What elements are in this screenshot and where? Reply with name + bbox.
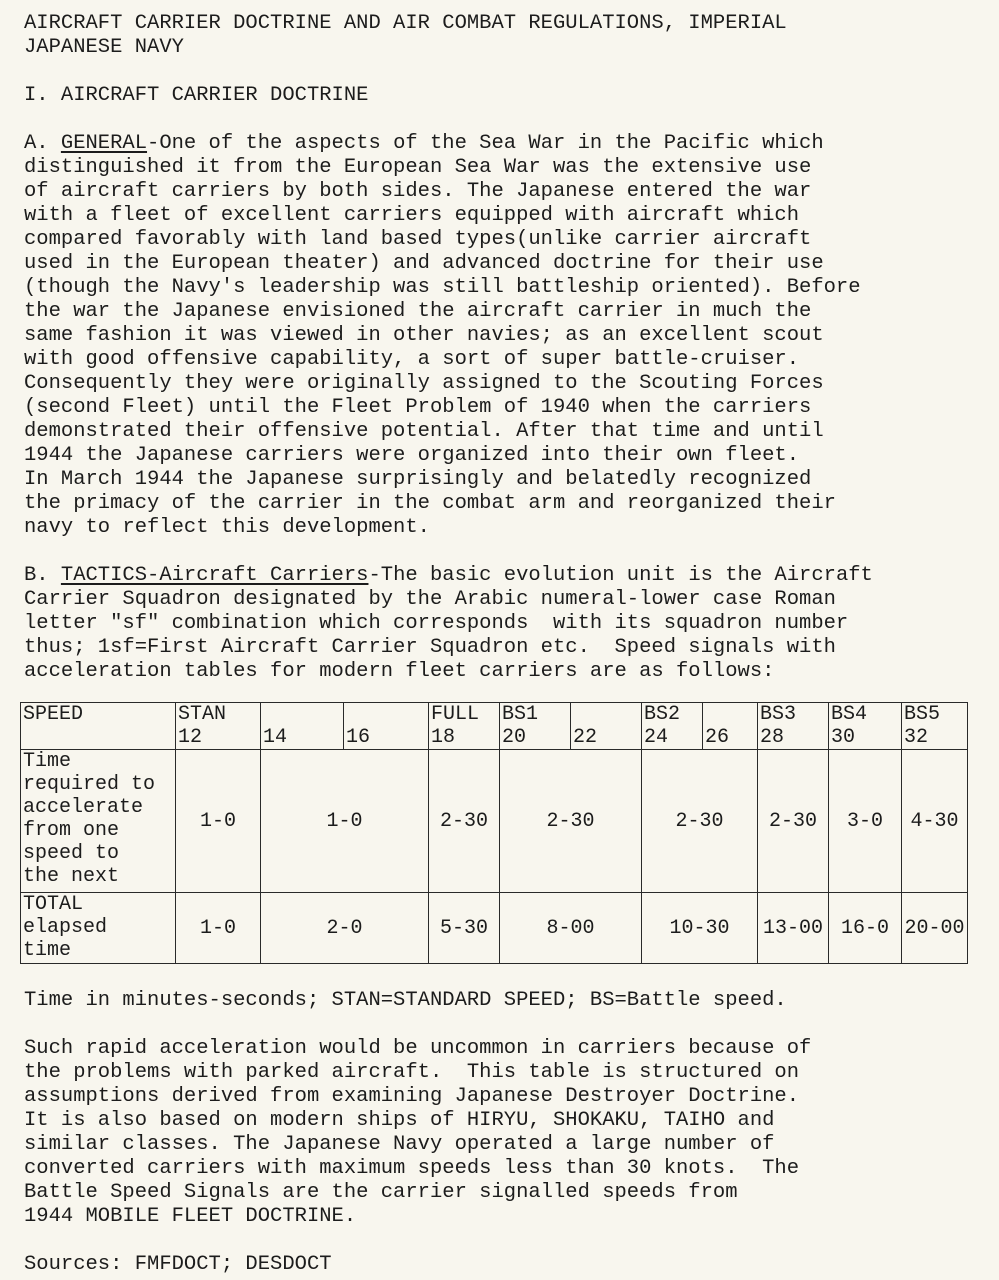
- table-cell: 3-0: [829, 750, 902, 893]
- paragraph-line: letter "sf" combination which corresponds with its squadron number: [24, 612, 849, 635]
- paragraph-line: (second Fleet) until the Fleet Problem of 1940 when the carriers: [24, 396, 812, 419]
- document-title-line-2: JAPANESE NAVY: [24, 36, 184, 59]
- header-cell-22: 22: [571, 703, 642, 750]
- paragraph-tactics: [24, 564, 994, 684]
- paragraph-line: Such rapid acceleration would be uncommon in carriers because of: [24, 1037, 812, 1060]
- paragraph-prefix: A.: [24, 132, 61, 155]
- table-cell: 8-00: [500, 893, 642, 964]
- paragraph-line: with a fleet of excellent carriers equipped with aircraft which: [24, 204, 800, 227]
- header-cell-30: BS4 30: [829, 703, 902, 750]
- paragraph-line: [24, 132, 994, 156]
- table-cell: 2-30: [758, 750, 829, 893]
- table-row-total-elapsed: [21, 893, 968, 964]
- paragraph-line: converted carriers with maximum speeds less than 30 knots. The: [24, 1157, 800, 1180]
- table-cell: 4-30: [902, 750, 968, 893]
- post-table-text: [24, 989, 994, 1277]
- document-page: [24, 12, 994, 684]
- table-cell: 10-30: [642, 893, 758, 964]
- paragraph-line: of aircraft carriers by both sides. The Japanese entered the war: [24, 180, 812, 203]
- table-cell: 2-30: [429, 750, 500, 893]
- header-cell-speed: SPEED: [21, 703, 176, 750]
- paragraph-line-text: -One of the aspects of the Sea War in the Pacific which: [147, 132, 824, 155]
- table-cell: 1-0: [176, 750, 261, 893]
- paragraph-line: used in the European theater) and advanced doctrine for their use: [24, 252, 824, 275]
- speed-acceleration-table: [20, 702, 968, 964]
- paragraph-line: Consequently they were originally assigned to the Scouting Forces: [24, 372, 824, 395]
- table-cell: 5-30: [429, 893, 500, 964]
- paragraph-line: with good offensive capability, a sort of super battle-cruiser.: [24, 348, 800, 371]
- table-cell: 2-30: [642, 750, 758, 893]
- paragraph-line: the war the Japanese envisioned the aircraft carrier in much the: [24, 300, 812, 323]
- paragraph-line: Battle Speed Signals are the carrier signalled speeds from: [24, 1181, 738, 1204]
- paragraph-line: thus; 1sf=First Aircraft Carrier Squadron etc. Speed signals with: [24, 636, 836, 659]
- paragraph-line: compared favorably with land based types(unlike carrier aircraft: [24, 228, 812, 251]
- table-cell: 16-0: [829, 893, 902, 964]
- section-heading: I. AIRCRAFT CARRIER DOCTRINE: [24, 84, 369, 107]
- paragraph-acceleration-notes: [24, 1037, 994, 1229]
- table-legend: Time in minutes-seconds; STAN=STANDARD SPEED; BS=Battle speed.: [24, 989, 787, 1012]
- table-cell: 20-00: [902, 893, 968, 964]
- header-cell-24: BS2 24: [642, 703, 703, 750]
- paragraph-line: distinguished it from the European Sea War was the extensive use: [24, 156, 812, 179]
- header-cell-28: BS3 28: [758, 703, 829, 750]
- table-row-acceleration-time: [21, 750, 968, 893]
- table-cell: 13-00: [758, 893, 829, 964]
- paragraph-line: the primacy of the carrier in the combat arm and reorganized their: [24, 492, 836, 515]
- table-header-row: [21, 703, 968, 750]
- paragraph-heading-tactics: TACTICS-Aircraft Carriers: [60, 564, 369, 587]
- table-cell: 2-0: [261, 893, 429, 964]
- header-cell-14: 14: [261, 703, 344, 750]
- paragraph-line: In March 1944 the Japanese surprisingly and belatedly recognized: [24, 468, 812, 491]
- paragraph-line: 1944 MOBILE FLEET DOCTRINE.: [24, 1205, 357, 1228]
- speed-table-container: [20, 702, 968, 964]
- paragraph-line: demonstrated their offensive potential. After that time and until: [24, 420, 824, 443]
- header-cell-32: BS5 32: [902, 703, 968, 750]
- paragraph-line-text: -The basic evolution unit is the Aircraft: [368, 564, 873, 587]
- table-cell: 1-0: [261, 750, 429, 893]
- paragraph-line: (though the Navy's leadership was still battleship oriented). Before: [24, 276, 861, 299]
- paragraph-line: Carrier Squadron designated by the Arabic numeral-lower case Roman: [24, 588, 836, 611]
- paragraph-line: similar classes. The Japanese Navy operated a large number of: [24, 1133, 775, 1156]
- row-label-acceleration: Time required to accelerate from one speed to the next: [21, 750, 176, 893]
- header-cell-16: 16: [344, 703, 429, 750]
- paragraph-prefix: B.: [24, 564, 61, 587]
- paragraph-line: navy to reflect this development.: [24, 516, 430, 539]
- header-cell-26: 26: [703, 703, 758, 750]
- paragraph-line: 1944 the Japanese carriers were organized into their own fleet.: [24, 444, 800, 467]
- paragraph-line: same fashion it was viewed in other navies; as an excellent scout: [24, 324, 824, 347]
- sources-line: Sources: FMFDOCT; DESDOCT: [24, 1253, 332, 1276]
- header-cell-12: STAN 12: [176, 703, 261, 750]
- paragraph-heading-general: GENERAL: [60, 132, 148, 155]
- row-label-total: TOTAL elapsed time: [21, 893, 176, 964]
- document-title-line-1: AIRCRAFT CARRIER DOCTRINE AND AIR COMBAT REGULATIONS, IMPERIAL: [24, 12, 787, 35]
- paragraph-line: [24, 564, 994, 588]
- table-cell: 2-30: [500, 750, 642, 893]
- paragraph-line: acceleration tables for modern fleet carriers are as follows:: [24, 660, 775, 683]
- paragraph-general: [24, 132, 994, 540]
- table-cell: 1-0: [176, 893, 261, 964]
- paragraph-line: assumptions derived from examining Japanese Destroyer Doctrine.: [24, 1085, 800, 1108]
- paragraph-line: the problems with parked aircraft. This table is structured on: [24, 1061, 800, 1084]
- header-cell-20: BS1 20: [500, 703, 571, 750]
- header-cell-18: FULL 18: [429, 703, 500, 750]
- paragraph-line: It is also based on modern ships of HIRYU, SHOKAKU, TAIHO and: [24, 1109, 775, 1132]
